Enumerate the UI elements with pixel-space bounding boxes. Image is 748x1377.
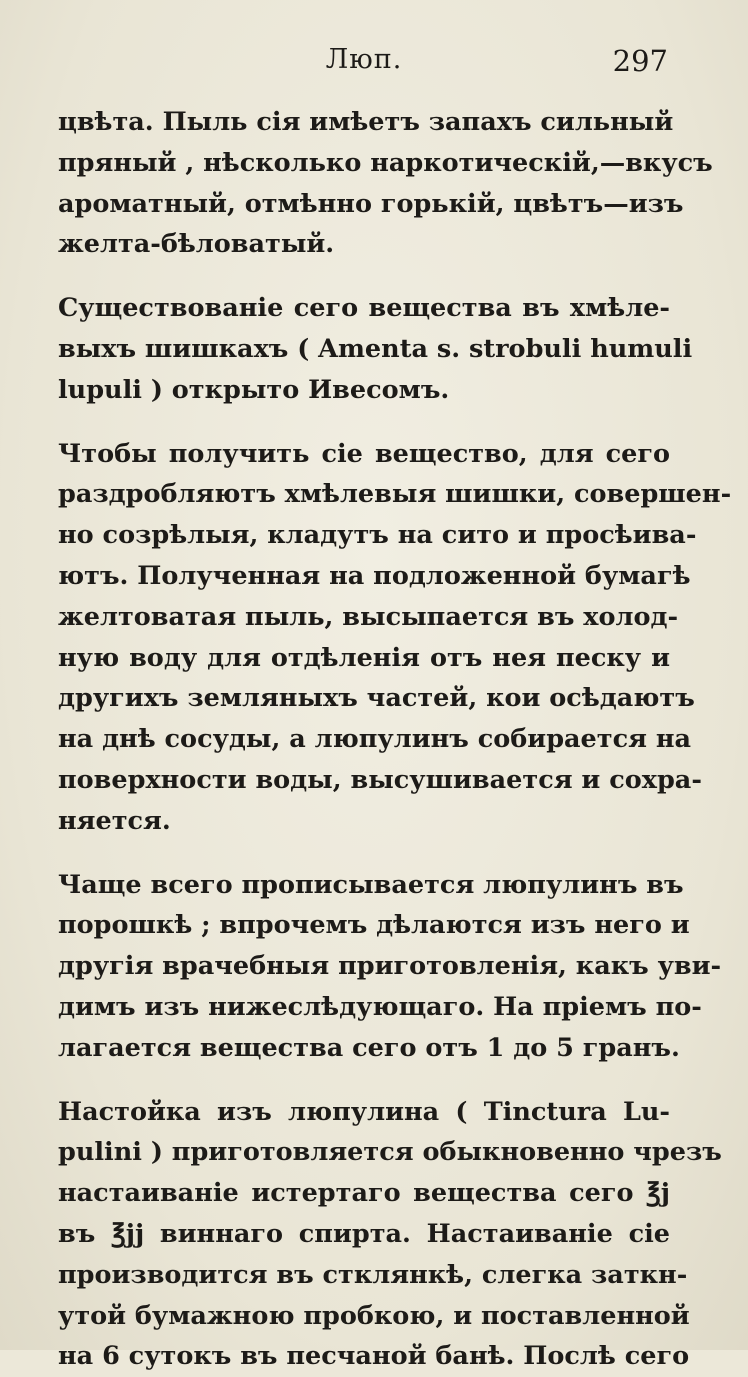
text-line: няется. bbox=[58, 805, 171, 836]
text-line: выхъ шишкахъ ( Amenta s. strobuli humuli bbox=[58, 333, 693, 364]
text-line: пряный , нѣсколько наркотическій,—вкусъ bbox=[58, 147, 713, 178]
text-line: желта-бѣловатый. bbox=[58, 229, 335, 260]
text-line: утой бумажною пробкою, и поставленной bbox=[58, 1300, 690, 1331]
text-line: другихъ земляныхъ частей, кои осѣдаютъ bbox=[58, 683, 695, 714]
text-line: но созрѣлыя, кладутъ на сито и просѣива- bbox=[58, 520, 697, 551]
paragraph bbox=[58, 288, 693, 410]
paragraph bbox=[58, 102, 713, 265]
text-line: lupuli ) открыто Ивесомъ. bbox=[58, 374, 450, 405]
text-line: на днѣ сосуды, а люпулинъ собирается на bbox=[58, 724, 692, 755]
paragraph bbox=[58, 865, 722, 1069]
text-line: Настойка изъ люпулина ( Tinctura Lu- bbox=[58, 1096, 670, 1127]
text-line: Чаще всего прописывается люпулинъ въ bbox=[58, 869, 684, 900]
text-line: желтоватая пыль, высыпается въ холод- bbox=[58, 601, 679, 632]
page-number: 297 bbox=[612, 44, 668, 78]
paragraph bbox=[58, 434, 732, 842]
text-line: лагается вещества сего отъ 1 до 5 гранъ. bbox=[58, 1032, 680, 1063]
text-line: порошкѣ ; впрочемъ дѣлаются изъ него и bbox=[58, 910, 690, 941]
page-header bbox=[60, 44, 668, 88]
text-line: ютъ. Полученная на подложенной бумагѣ bbox=[58, 560, 691, 591]
text-line: ароматный, отмѣнно горькій, цвѣтъ—изъ bbox=[58, 188, 684, 219]
text-line: раздробляютъ хмѣлевыя шишки, совершен- bbox=[58, 479, 732, 510]
text-line: въ ℥jj виннаго спирта. Настаиваніе сіе bbox=[58, 1218, 670, 1249]
text-line: pulini ) приготовляется обыкновенно чрезъ bbox=[58, 1137, 722, 1168]
text-line: цвѣта. Пыль сія имѣетъ запахъ сильный bbox=[58, 107, 674, 137]
text-line: ную воду для отдѣленія отъ нея песку и bbox=[58, 642, 670, 673]
text-line: на 6 сутокъ въ песчаной банѣ. Послѣ сего bbox=[58, 1341, 690, 1372]
text-line: настаиваніе истертаго вещества сего ℥j bbox=[58, 1178, 670, 1209]
text-line: Существованіе сего вещества въ хмѣле- bbox=[58, 293, 670, 324]
page-body bbox=[58, 102, 732, 1377]
text-line: производится въ стклянкѣ, слегка заткн- bbox=[58, 1259, 688, 1290]
text-line: поверхности воды, высушивается и сохра- bbox=[58, 764, 702, 795]
text-line: Чтобы получить сіе вещество, для сего bbox=[58, 438, 670, 469]
paragraph bbox=[58, 1092, 722, 1377]
text-line: другія врачебныя приготовленія, какъ уви- bbox=[58, 951, 722, 982]
running-head: Люп. bbox=[325, 44, 403, 75]
text-line: димъ изъ нижеслѣдующаго. На пріемъ по- bbox=[58, 991, 702, 1022]
